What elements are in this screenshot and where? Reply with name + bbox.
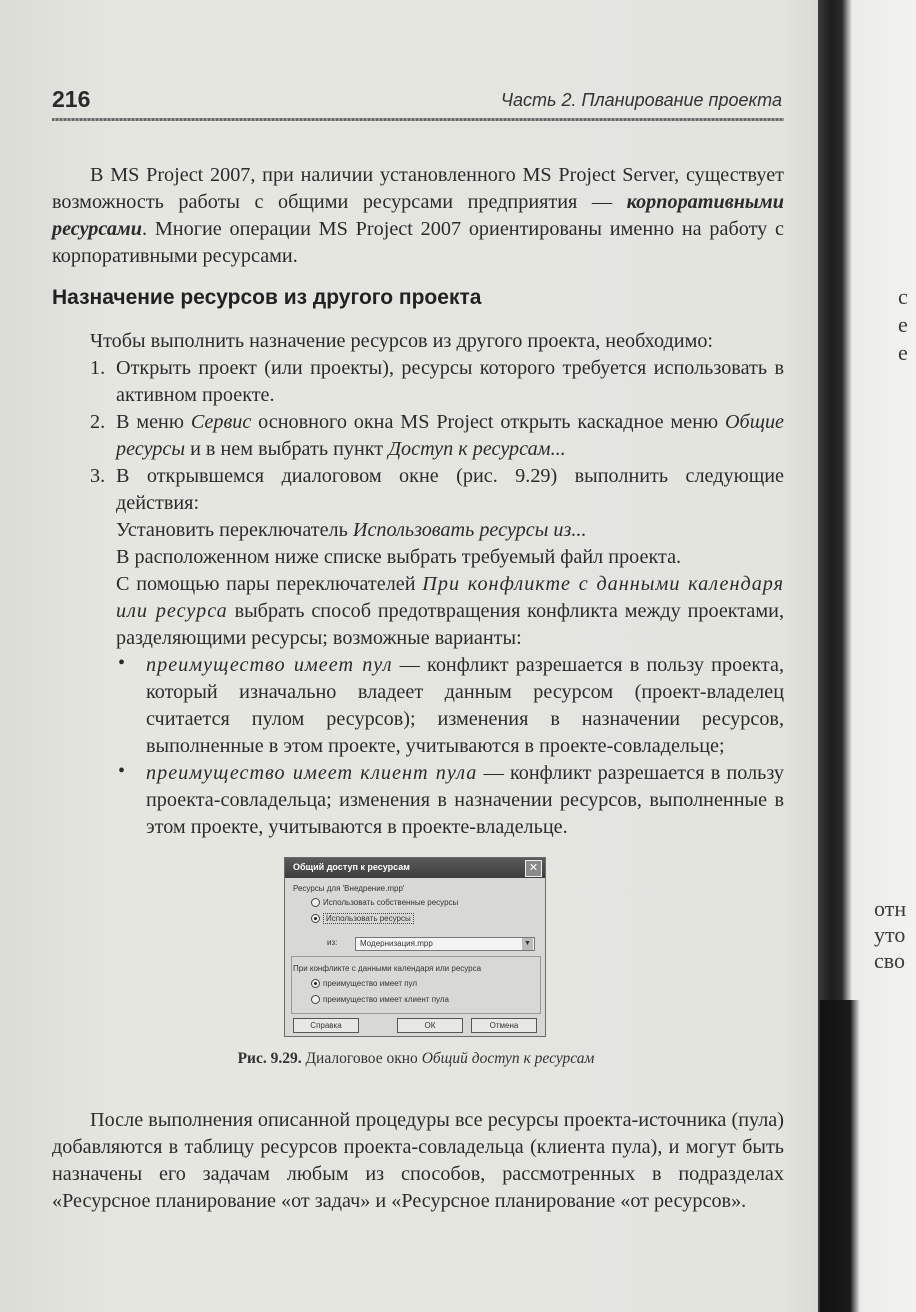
dialog-titlebar xyxy=(285,858,545,878)
facing-page-fragment: с xyxy=(898,284,908,309)
page-number: 216 xyxy=(52,86,91,112)
cancel-button[interactable]: Отмена xyxy=(471,1018,537,1033)
radio-selected-icon xyxy=(311,914,320,923)
caption-text: Диалоговое окно xyxy=(301,1050,422,1067)
option-name: При конфликте с данными календаря или ресурса xyxy=(116,573,784,622)
radio-label: Использовать ресурсы xyxy=(323,913,414,924)
caption-label: Рис. 9.29. xyxy=(237,1050,302,1067)
step-text: В открывшемся диалоговом окне (рис. 9.29) выполнить следующие действия: xyxy=(116,465,784,514)
steps-list xyxy=(52,355,784,517)
facing-page-fragment: е xyxy=(898,340,908,365)
menu-name: Сервис xyxy=(190,411,252,433)
substep-text: В расположенном ниже списке выбрать требуемый файл проекта. xyxy=(116,546,682,568)
options-list xyxy=(116,652,784,841)
source-project-select[interactable] xyxy=(355,937,535,951)
close-icon[interactable]: ✕ xyxy=(525,860,542,877)
list-item xyxy=(52,409,784,463)
header-rule xyxy=(52,118,784,121)
option-description: — конфликт разрешается в пользу проекта-совладельца; изменения в назначении ресурсов, выполненные в этом проекте, учитываются в проекте-владельце. xyxy=(146,762,785,838)
intro-text: В MS Project 2007, при наличии установленного MS Project Server, существует возможность работы с общими ресурсами предприятия — xyxy=(52,164,784,213)
list-item xyxy=(52,355,784,409)
step-number: 3. xyxy=(90,465,106,487)
caption-title: Общий доступ к ресурсам xyxy=(421,1050,595,1067)
bullet-icon: • xyxy=(118,652,126,674)
intro-text-end: . Многие операции MS Project 2007 ориентированы именно на работу с корпоративными ресурсами. xyxy=(52,218,784,267)
list-item xyxy=(52,463,784,517)
section-heading: Назначение ресурсов из другого проекта xyxy=(52,286,482,309)
from-label: из: xyxy=(327,938,338,947)
lead-paragraph xyxy=(52,328,784,355)
radio-icon xyxy=(311,898,320,907)
running-title: Часть 2. Планирование проекта xyxy=(500,90,782,110)
help-button[interactable]: Справка xyxy=(293,1018,359,1033)
step-text: В меню xyxy=(116,411,191,433)
bullet-icon: • xyxy=(118,760,126,782)
facing-page-fragment: е xyxy=(898,312,908,337)
radio-selected-icon xyxy=(311,979,320,988)
resources-for-label: Ресурсы для 'Внедрение.mpp' xyxy=(293,884,405,893)
submenu-name: Общие ресурсы xyxy=(116,411,784,460)
radio-label: Использовать собственные ресурсы xyxy=(323,898,459,907)
closing-text: После выполнения описанной процедуры все ресурсы проекта-источника (пула) добавляются в таблицу ресурсов проекта-совладельца (клиента пула), и могут быть назначены его задачам любым из способов, рассмотренных в подразделах «Ресурсное планирование «от задач» и «Ресурсное планирование «от ресурсов». xyxy=(52,1109,784,1212)
radio-label: преимущество имеет клиент пула xyxy=(323,995,449,1004)
radio-pool-priority[interactable] xyxy=(311,979,417,988)
option-term: преимущество имеет клиент пула xyxy=(146,762,478,784)
dialog-title: Общий доступ к ресурсам xyxy=(293,862,410,872)
option-term: преимущество имеет пул xyxy=(146,654,393,676)
select-value: Модернизация.mpp xyxy=(360,939,433,948)
radio-label: преимущество имеет пул xyxy=(323,979,418,988)
lead-text: Чтобы выполнить назначение ресурсов из другого проекта, необходимо: xyxy=(90,330,714,352)
step-text: и в нем выбрать пункт xyxy=(185,438,389,460)
list-item xyxy=(116,760,784,841)
substep-text: С помощью пары переключателей xyxy=(116,573,423,595)
radio-use-resources[interactable] xyxy=(311,914,414,923)
intro-emphasis: корпоративными ресурсами xyxy=(52,191,784,240)
chevron-down-icon[interactable]: ▼ xyxy=(522,938,533,950)
substep-text: Установить переключатель xyxy=(116,519,353,541)
intro-paragraph xyxy=(52,162,784,270)
spine-shadow xyxy=(820,1000,860,1312)
facing-page-fragment: сво xyxy=(874,948,906,973)
step-text: Открыть проект (или проекты), ресурсы которого требуется использовать в активном проекте. xyxy=(116,357,784,406)
figure-dialog-screenshot xyxy=(284,857,546,1037)
option-description: — конфликт разрешается в пользу проекта, который изначально владеет данным ресурсом (проект-владелец считается пулом ресурсов); изменения в назначении ресурсов, выполненные в этом проекте, учитываются в проекте-совладельце; xyxy=(146,654,784,757)
facing-page-fragment: уто xyxy=(874,922,906,947)
facing-page-fragment: отн xyxy=(874,896,907,921)
step-number: 2. xyxy=(90,411,106,433)
step-number: 1. xyxy=(90,357,106,379)
menu-item-name: Доступ к ресурсам... xyxy=(388,438,566,460)
step-text: основного окна MS Project открыть каскадное меню xyxy=(251,411,725,433)
figure-caption xyxy=(0,1050,832,1068)
closing-paragraph xyxy=(52,1107,784,1215)
list-item xyxy=(116,652,784,760)
ok-button[interactable]: ОК xyxy=(397,1018,463,1033)
conflict-label: При конфликте с данными календаря или ресурса xyxy=(293,964,482,973)
radio-client-priority[interactable] xyxy=(311,995,449,1004)
step-substeps xyxy=(116,517,784,652)
option-name: Использовать ресурсы из... xyxy=(352,519,587,541)
substep-text: выбрать способ предотвращения конфликта между проектами, разделяющими ресурсы; возможные варианты: xyxy=(116,600,784,649)
radio-icon xyxy=(311,995,320,1004)
radio-own-resources[interactable] xyxy=(311,898,458,907)
